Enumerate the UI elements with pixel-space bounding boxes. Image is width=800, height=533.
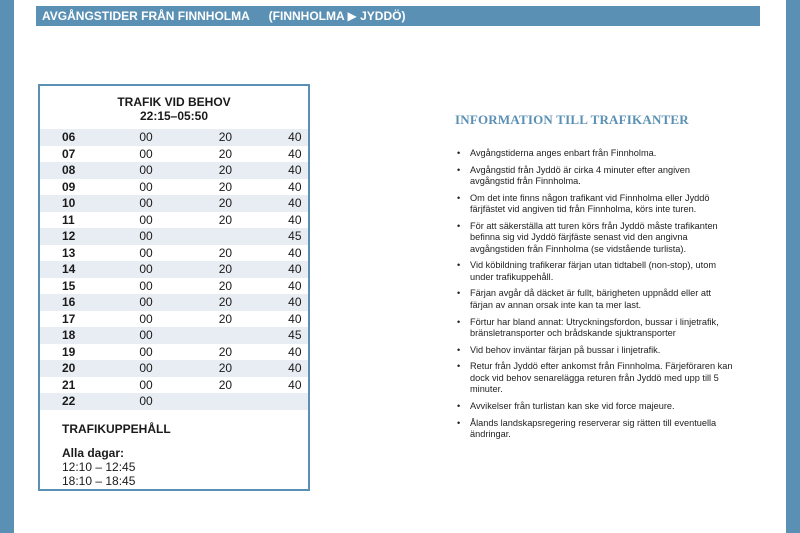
info-item: • Färjan avgår då däcket är fullt, bärigheten uppnådd eller att färjan av annan orsak inte kan ta mer last. <box>470 288 735 311</box>
table-row <box>40 278 308 295</box>
hour-cell: 07 <box>62 146 76 161</box>
minute-cell: 00 <box>139 394 153 408</box>
hour-cell: 11 <box>62 212 75 227</box>
minute-cell: 20 <box>218 212 233 227</box>
minute-cell: 40 <box>288 146 302 161</box>
minute-cell <box>219 228 288 245</box>
minute-cell: 00 <box>139 146 153 161</box>
minute-cell: 40 <box>288 179 302 194</box>
minute-cell: 40 <box>288 212 302 227</box>
table-row <box>40 162 308 179</box>
hour-cell: 15 <box>62 278 76 293</box>
hour-cell: 20 <box>62 361 76 375</box>
hour-cell: 13 <box>62 245 76 260</box>
minute-cell: 45 <box>288 229 302 243</box>
minute-cell: 40 <box>288 295 302 309</box>
table-row <box>40 179 308 196</box>
minute-cell: 40 <box>288 163 302 177</box>
minute-cell: 20 <box>218 146 233 161</box>
info-item: • Om det inte finns någon trafikant vid Finnholma eller Jyddö färjfästet vid angiven tid från Finnholma, körs inte turen. <box>470 193 735 216</box>
table-row <box>40 294 308 311</box>
minute-cell <box>219 327 288 344</box>
minute-cell: 40 <box>288 311 302 326</box>
minute-cell: 00 <box>139 262 153 276</box>
info-item: • Förtur har bland annat: Utryckningsfordon, bussar i linjetrafik, bränsletransporter och brådskande sjuktransporter <box>470 317 735 340</box>
info-title: INFORMATION TILL TRAFIKANTER <box>455 112 689 127</box>
hour-cell: 16 <box>62 295 76 309</box>
minute-cell <box>288 393 308 410</box>
minute-cell <box>219 393 288 410</box>
minute-cell: 20 <box>218 262 233 276</box>
minute-cell: 20 <box>218 377 233 392</box>
minute-cell: 20 <box>218 361 233 375</box>
minute-cell: 20 <box>218 179 233 194</box>
minute-cell: 20 <box>218 278 233 293</box>
left-border-bar <box>0 0 14 533</box>
minute-cell: 45 <box>288 328 302 342</box>
minute-cell: 20 <box>218 130 233 144</box>
minute-cell: 00 <box>139 229 153 243</box>
pause-title: TRAFIKUPPEHÅLL <box>62 421 171 436</box>
table-row <box>40 261 308 278</box>
table-row <box>40 228 308 245</box>
hour-cell: 22 <box>62 394 76 408</box>
hour-cell: 21 <box>62 377 76 392</box>
table-row <box>40 146 308 163</box>
timetable-rows <box>40 129 308 410</box>
table-row <box>40 327 308 344</box>
minute-cell: 40 <box>288 130 302 144</box>
minute-cell: 20 <box>218 163 233 177</box>
minute-cell: 40 <box>288 196 302 210</box>
info-item: • Avvikelser från turlistan kan ske vid force majeure. <box>470 401 735 412</box>
minute-cell: 20 <box>218 344 233 359</box>
minute-cell: 00 <box>139 196 153 210</box>
minute-cell: 40 <box>288 245 302 260</box>
header-route: (FINNHOLMA ▶ JYDDÖ) <box>268 9 406 23</box>
info-item: • Retur från Jyddö efter ankomst från Finnholma. Färjeföraren kan dock vid behov senarelägga returen från Jyddö med upp till 5 minuter. <box>470 361 735 395</box>
right-border-bar <box>786 0 800 533</box>
hour-cell: 17 <box>62 311 76 326</box>
table-row <box>40 212 308 229</box>
table-row <box>40 129 308 146</box>
timetable-title: TRAFIK VID BEHOV <box>117 95 231 109</box>
table-row <box>40 344 308 361</box>
minute-cell: 20 <box>218 196 233 210</box>
info-section <box>455 112 735 446</box>
info-item: • För att säkerställa att turen körs från Jyddö måste trafikanten befinna sig vid Jyddö färjfäste senast vid den angivna avgångstiden från Finnholma (se vidstående turlista). <box>470 221 735 255</box>
info-item: • Vid behov inväntar färjan på bussar i linjetrafik. <box>470 345 735 356</box>
minute-cell: 40 <box>288 361 302 375</box>
minute-cell: 20 <box>218 311 233 326</box>
minute-cell: 40 <box>288 344 302 359</box>
info-item: • Avgångstid från Jyddö är cirka 4 minuter efter angiven avgångstid från Finnholma. <box>470 165 735 188</box>
hour-cell: 19 <box>62 344 76 359</box>
hour-cell: 10 <box>62 196 76 210</box>
hour-cell: 18 <box>62 328 76 342</box>
minute-cell: 00 <box>139 130 153 144</box>
info-item: • Vid köbildning trafikerar färjan utan tidtabell (non-stop), utom under trafikuppehåll. <box>470 260 735 283</box>
hour-cell: 09 <box>62 179 76 194</box>
timetable-box <box>38 84 310 491</box>
info-list <box>455 148 735 440</box>
header-title: AVGÅNGSTIDER FRÅN FINNHOLMA <box>42 9 250 23</box>
table-row <box>40 311 308 328</box>
minute-cell: 00 <box>139 179 153 194</box>
minute-cell: 00 <box>139 361 153 375</box>
minute-cell: 00 <box>139 278 153 293</box>
hour-cell: 14 <box>62 262 76 276</box>
minute-cell: 00 <box>139 377 153 392</box>
table-row <box>40 393 308 410</box>
minute-cell: 40 <box>288 278 302 293</box>
pause-time: 18:10 – 18:45 <box>62 473 136 488</box>
minute-cell: 00 <box>139 295 153 309</box>
minute-cell: 00 <box>139 212 153 227</box>
hour-cell: 08 <box>62 163 76 177</box>
minute-cell: 40 <box>288 377 302 392</box>
info-item: • Ålands landskapsregering reserverar sig rätten till eventuella ändringar. <box>470 418 735 441</box>
page-header <box>36 6 760 26</box>
table-row <box>40 377 308 394</box>
table-row <box>40 245 308 262</box>
minute-cell: 40 <box>288 262 302 276</box>
table-row <box>40 195 308 212</box>
pause-days: Alla dagar: <box>62 445 125 460</box>
minute-cell: 20 <box>218 245 233 260</box>
pause-time: 12:10 – 12:45 <box>62 459 136 474</box>
info-item: • Avgångstiderna anges enbart från Finnholma. <box>470 148 735 159</box>
table-row <box>40 360 308 377</box>
minute-cell: 00 <box>139 245 153 260</box>
minute-cell: 00 <box>139 163 153 177</box>
minute-cell: 20 <box>218 295 233 309</box>
timetable-subtitle: 22:15–05:50 <box>139 109 209 123</box>
minute-cell: 00 <box>139 311 153 326</box>
minute-cell: 00 <box>139 344 153 359</box>
minute-cell: 00 <box>139 328 153 342</box>
hour-cell: 12 <box>62 229 76 243</box>
hour-cell: 06 <box>62 130 76 144</box>
